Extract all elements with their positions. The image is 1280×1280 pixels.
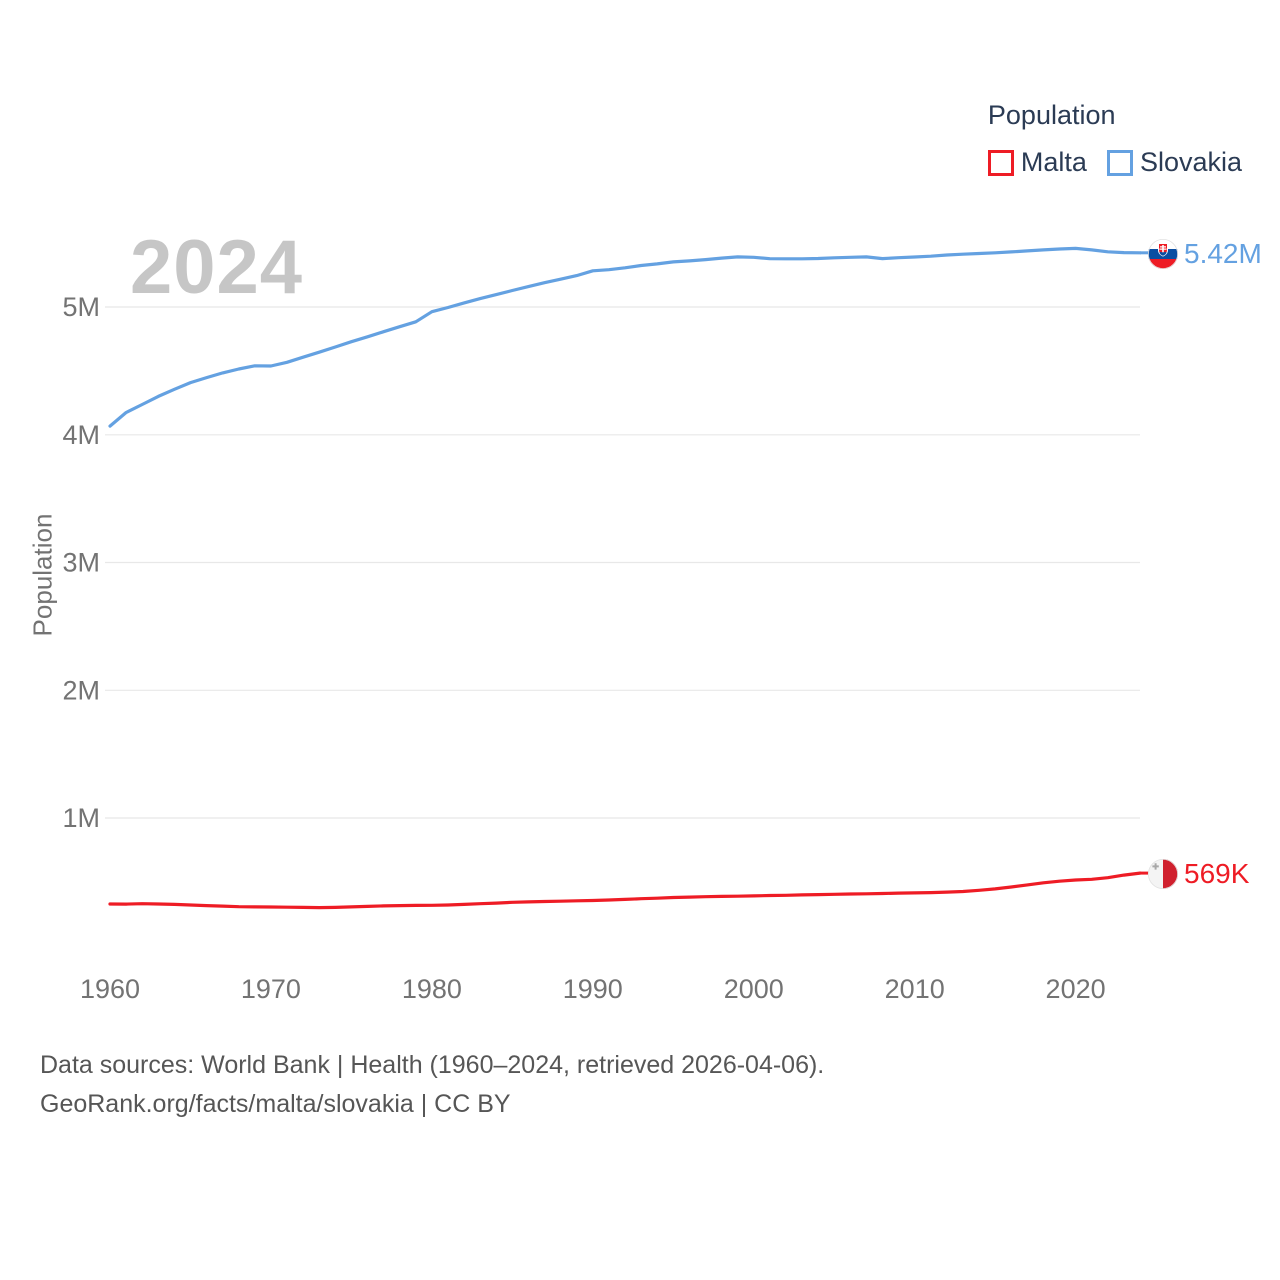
legend-item-label: Slovakia <box>1139 147 1242 177</box>
y-tick-label: 3M <box>62 547 100 578</box>
x-tick-label: 1970 <box>240 974 301 1004</box>
malta-flag-icon <box>1148 859 1178 889</box>
x-tick-label: 1980 <box>401 974 462 1004</box>
x-tick-label: 2010 <box>884 974 945 1004</box>
y-tick-label: 4M <box>62 419 100 450</box>
y-axis-title: Population <box>27 513 58 637</box>
slovakia-end-label <box>1148 238 1262 270</box>
y-tick-label: 2M <box>62 675 100 706</box>
x-tick-label: 1990 <box>562 974 623 1004</box>
year-watermark: 2024 <box>130 225 304 310</box>
x-tick-label: 2020 <box>1045 974 1106 1004</box>
slovakia-line <box>110 248 1140 426</box>
y-tick-label: 5M <box>62 292 100 322</box>
y-tick-label: 1M <box>62 803 100 833</box>
slovakia-end-value: 5.42M <box>1184 237 1262 269</box>
footer-license-line: GeoRank.org/facts/malta/slovakia | CC BY <box>40 1090 511 1118</box>
malta-line <box>110 873 1140 908</box>
malta-end-value: 569K <box>1184 858 1250 890</box>
malta-end-label <box>1148 858 1249 890</box>
x-tick-label: 1960 <box>79 974 141 1004</box>
legend-item-label: Malta <box>1020 147 1087 177</box>
footer-sources-line: Data sources: World Bank | Health (1960–2024, retrieved 2026-04-06). <box>40 1051 825 1079</box>
slovakia-flag-icon <box>1148 239 1178 269</box>
legend-title: Population <box>987 100 1116 130</box>
footer-attribution <box>40 1046 824 1124</box>
x-tick-label: 2000 <box>723 974 784 1004</box>
